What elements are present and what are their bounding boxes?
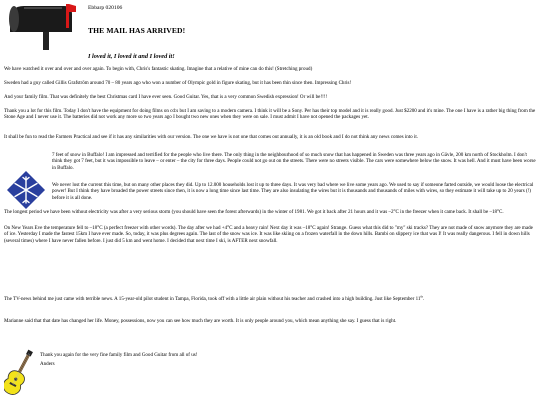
tv-news-end: . <box>422 296 425 302</box>
paragraph: The longest period we have been without electricity was after a very serious storm (you should have seen the forest afterwards) in the winter of 1981. We got it back after 21 hours and it was –2°C in the freezer when it came back. It shall be –18°C. <box>4 209 504 215</box>
snowflake-icon <box>6 170 46 210</box>
paragraph: Marianne said that that date has changed her life. Money, possessions, now you can see how much they are worth. It is only people around you, which mean anything she say. I guess that is right. <box>4 318 397 324</box>
paragraph: 7 feet of snow in Buffalo! I am impressed and terrified for the people who live there. The only thing in the neighbourhood of so much snow that has happened in Sweden was three years ago in Gävle, 200 km north of Stockholm. I don't think they got 7 feet, but it was impossible to leave – or enter – the city for three days. People could not go out on the streets. There were no streets visible. The cars were somewhere below the snow. It was hell. And it must have been worse in Buffalo. <box>52 152 536 171</box>
mailbox-icon <box>6 2 78 50</box>
superscript: th <box>420 294 423 299</box>
paragraph: Thank you a lot for this film. Today I don't have the equipment for doing films on cd:s but I am saving to a modern camera. I think it will be a Sony. Per has their top model and it is really good. Just $2200 and it's mine. The one I have is a rather big thing from the Stone Age and I never use it. The batteries did not work any more so two years ago I bought two new ones when they were on sale. I must admit I have not opened the packages yet. <box>4 108 536 121</box>
tv-news-paragraph <box>4 296 536 302</box>
guitar-icon <box>4 348 34 398</box>
page-title: THE MAIL HAS ARRIVED! <box>88 26 186 35</box>
signature-name: Anders <box>40 361 55 367</box>
tv-news-text: The TV-news behind me just came with terrible news. A 15-year-old pilot student in Tampa, Florida, took off with a little air plain without his teacher and crashed into a high building. Just like September 11 <box>4 296 421 302</box>
place-date-line: Ebbarp 020106 <box>88 5 123 11</box>
paragraph: And your family film. That was definitely the best Christmas card I have ever seen. Good Guitar. Yes, that is a very common Swedish expression! Or will be!!!! <box>4 94 328 100</box>
paragraph: We never lost the current this time, but on many other places they did. Up to 12.000 households lost it up to three days. It was very bad where we live some years ago. We used to say if someone farted outside, we would loose the electrical power! But I think they have broaded the power streets since then, it is now a long time since last time. They are also insulating the wires but it is thousands and thousands of miles with wires, so they estimate it will take up to 20 years (!) before it is all done. <box>52 182 534 201</box>
subtitle: I loved it, I loved it and I loved it! <box>88 53 175 60</box>
paragraph: On New Years Eve the temperature fell to –18°C (a perfect freezer with other words). The day after we had +4°C and a heavy rain! Next day it was –18°C again! Strange. Guess what this did to "my" ski tracks? They are not made of snow anymore they are made of ice. Yesterday I made the fastest 15km I have ever made. So, today, it was plus degrees again. The last of the snow was ice. It was like skiing on a frozen waterfall in the down hills. Bambi on slippery ice that was I! It was really dangerous. I fell in down hills (several times) where I have never fallen before. I just did 5 km and went home. I decided that next time I ski, is AFTER next snowfall. <box>4 225 533 244</box>
paragraph: We have watched it over and over and over again. To begin with, Chris's fantastic skating. Imagine that a relative of mine can do this! (Stretching proud) <box>4 66 313 72</box>
signature-thanks: Thank you again for the very fine family film and Good Guitar from all of us! <box>40 352 198 358</box>
paragraph: It shall be fun to read the Farmers Practical and see if it has any similarities with our version. The one we have is not one that comes out annually, it is an old book and I do not think any news comes into it. <box>4 134 419 140</box>
paragraph: Sweden had a guy called Gillis Grafström around 70 – 80 years ago who won a number of Olympic gold in figure skating, but it has been thin since then. Impressing Chris! <box>4 80 352 86</box>
